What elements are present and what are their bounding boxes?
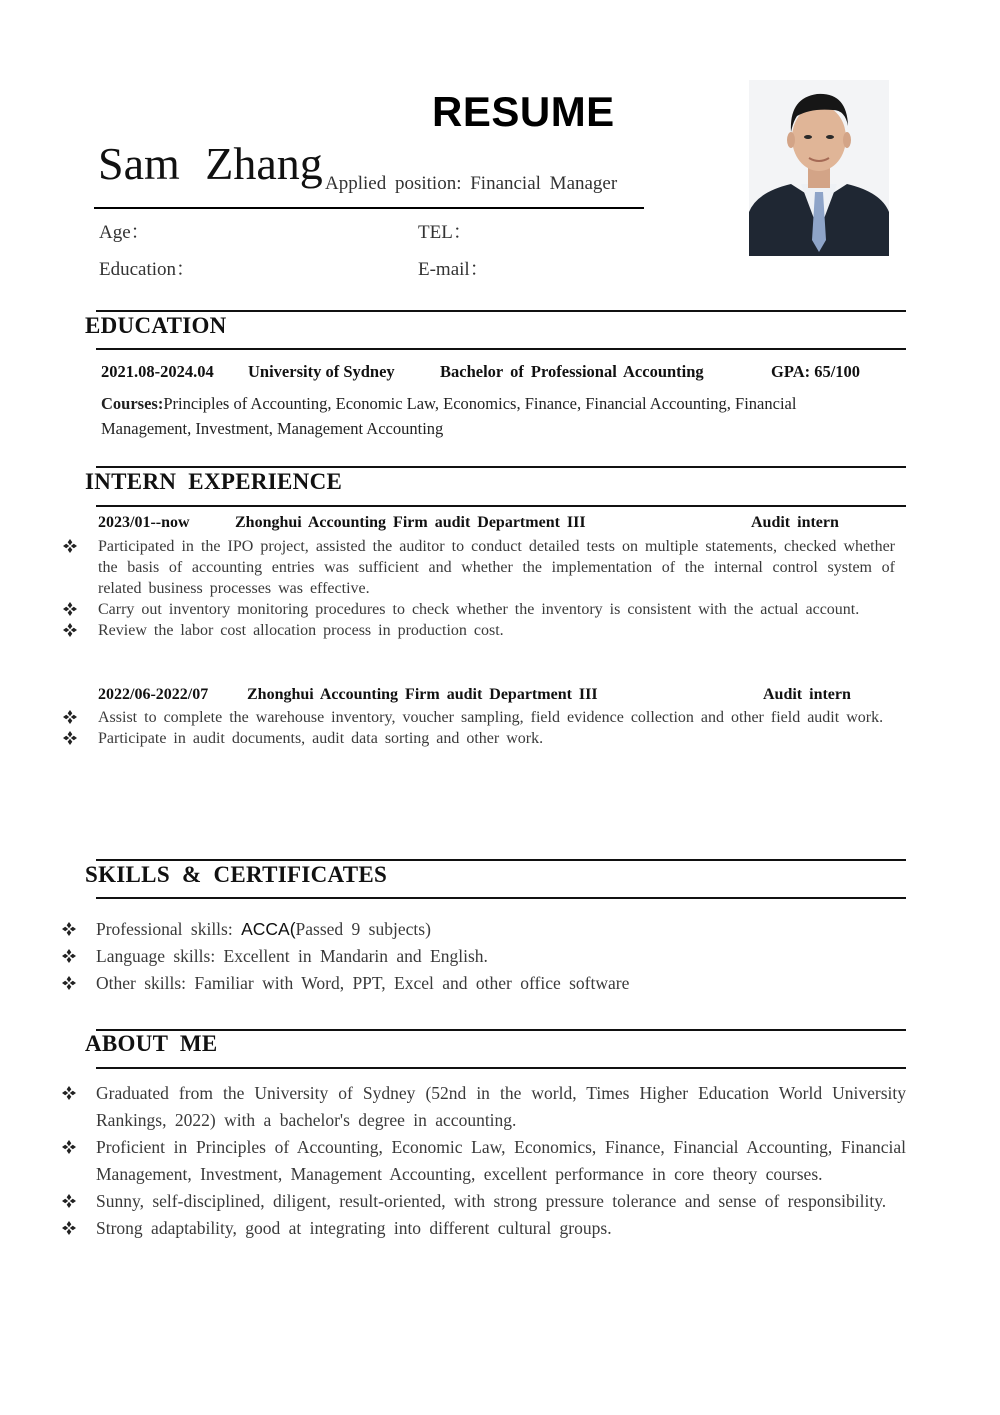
rule-education-bottom (96, 348, 906, 350)
list-item: Participated in the IPO project, assisted the auditor to conduct detailed tests on multiple statements, checked whether the basis of accounting entries was sufficient and whether the implementation of the internal control system of related business processes was effective. (98, 536, 895, 599)
section-heading-education: EDUCATION (85, 313, 227, 338)
list-item: Review the labor cost allocation process in production cost. (98, 620, 895, 641)
diamond-bullet-icon (62, 1221, 76, 1235)
job-2-bullets (98, 707, 895, 749)
tel-label: TEL： (418, 222, 472, 243)
rule-about-bottom (96, 1067, 906, 1069)
education-label: Education： (99, 259, 196, 280)
acca-text: ACCA( (241, 919, 296, 939)
profile-photo (749, 80, 889, 256)
list-item: Other skills: Familiar with Word, PPT, Excel and other office software (96, 970, 906, 997)
diamond-bullet-icon (62, 949, 76, 963)
education-date: 2021.08-2024.04 (101, 362, 214, 381)
diamond-bullet-icon (62, 922, 76, 936)
list-item: Graduated from the University of Sydney (52nd in the world, Times Higher Education World University Rankings, 2022) with a bachelor's degree in accounting. (96, 1080, 906, 1134)
job-1-company: Zhonghui Accounting Firm audit Department III (235, 514, 586, 531)
section-heading-intern: INTERN EXPERIENCE (85, 469, 343, 494)
section-heading-about: ABOUT ME (85, 1031, 218, 1056)
applied-position: Applied position: Financial Manager (325, 173, 618, 194)
diamond-bullet-icon (62, 1194, 76, 1208)
job-2-company: Zhonghui Accounting Firm audit Department III (247, 686, 598, 703)
diamond-bullet-icon (62, 1086, 76, 1100)
diamond-bullet-icon (62, 1140, 76, 1154)
list-item: Assist to complete the warehouse inventory, voucher sampling, field evidence collection and other field audit work. (98, 707, 895, 728)
diamond-bullet-icon (63, 602, 77, 616)
resume-title: RESUME (432, 88, 615, 135)
rule-intern-top (96, 466, 906, 468)
list-item: Professional skills: ACCA(Passed 9 subjects) (96, 916, 906, 943)
job-1-role: Audit intern (751, 514, 839, 531)
diamond-bullet-icon (63, 623, 77, 637)
diamond-bullet-icon (63, 710, 77, 724)
skills-list (96, 916, 906, 997)
list-item: Proficient in Principles of Accounting, Economic Law, Economics, Finance, Financial Accounting, Financial Management, Investment, Management Accounting, excellent performance in core theory courses. (96, 1134, 906, 1188)
job-1-bullets (98, 536, 895, 641)
rule-skills-bottom (96, 897, 906, 899)
list-item: Language skills: Excellent in Mandarin and English. (96, 943, 906, 970)
section-heading-skills: SKILLS & CERTIFICATES (85, 862, 388, 887)
education-gpa: GPA: 65/100 (771, 362, 861, 381)
diamond-bullet-icon (62, 976, 76, 990)
job-2-date: 2022/06-2022/07 (98, 686, 209, 703)
about-list (96, 1080, 906, 1242)
job-1-date: 2023/01--now (98, 514, 190, 531)
diamond-bullet-icon (63, 731, 77, 745)
rule-education-top (96, 310, 906, 312)
diamond-bullet-icon (63, 539, 77, 553)
age-label: Age： (99, 222, 150, 243)
rule-skills-top (96, 859, 906, 861)
email-label: E-mail： (418, 259, 489, 280)
rule-intern-bottom (96, 505, 906, 507)
courses-label: Courses: (101, 394, 164, 413)
education-degree: Bachelor of Professional Accounting (440, 362, 704, 381)
list-item: Participate in audit documents, audit data sorting and other work. (98, 728, 895, 749)
education-courses (101, 391, 871, 441)
job-2-role: Audit intern (763, 686, 851, 703)
list-item: Carry out inventory monitoring procedures to check whether the inventory is consistent with the actual account. (98, 599, 895, 620)
courses-text: Principles of Accounting, Economic Law, Economics, Finance, Financial Accounting, Financial Management, Investment, Management Accounting (101, 394, 797, 438)
candidate-name: Sam Zhang (98, 138, 323, 189)
list-item: Strong adaptability, good at integrating into different cultural groups. (96, 1215, 906, 1242)
list-item: Sunny, self-disciplined, diligent, result-oriented, with strong pressure tolerance and sense of responsibility. (96, 1188, 906, 1215)
education-school: University of Sydney (248, 362, 395, 381)
header-underline (94, 207, 644, 209)
